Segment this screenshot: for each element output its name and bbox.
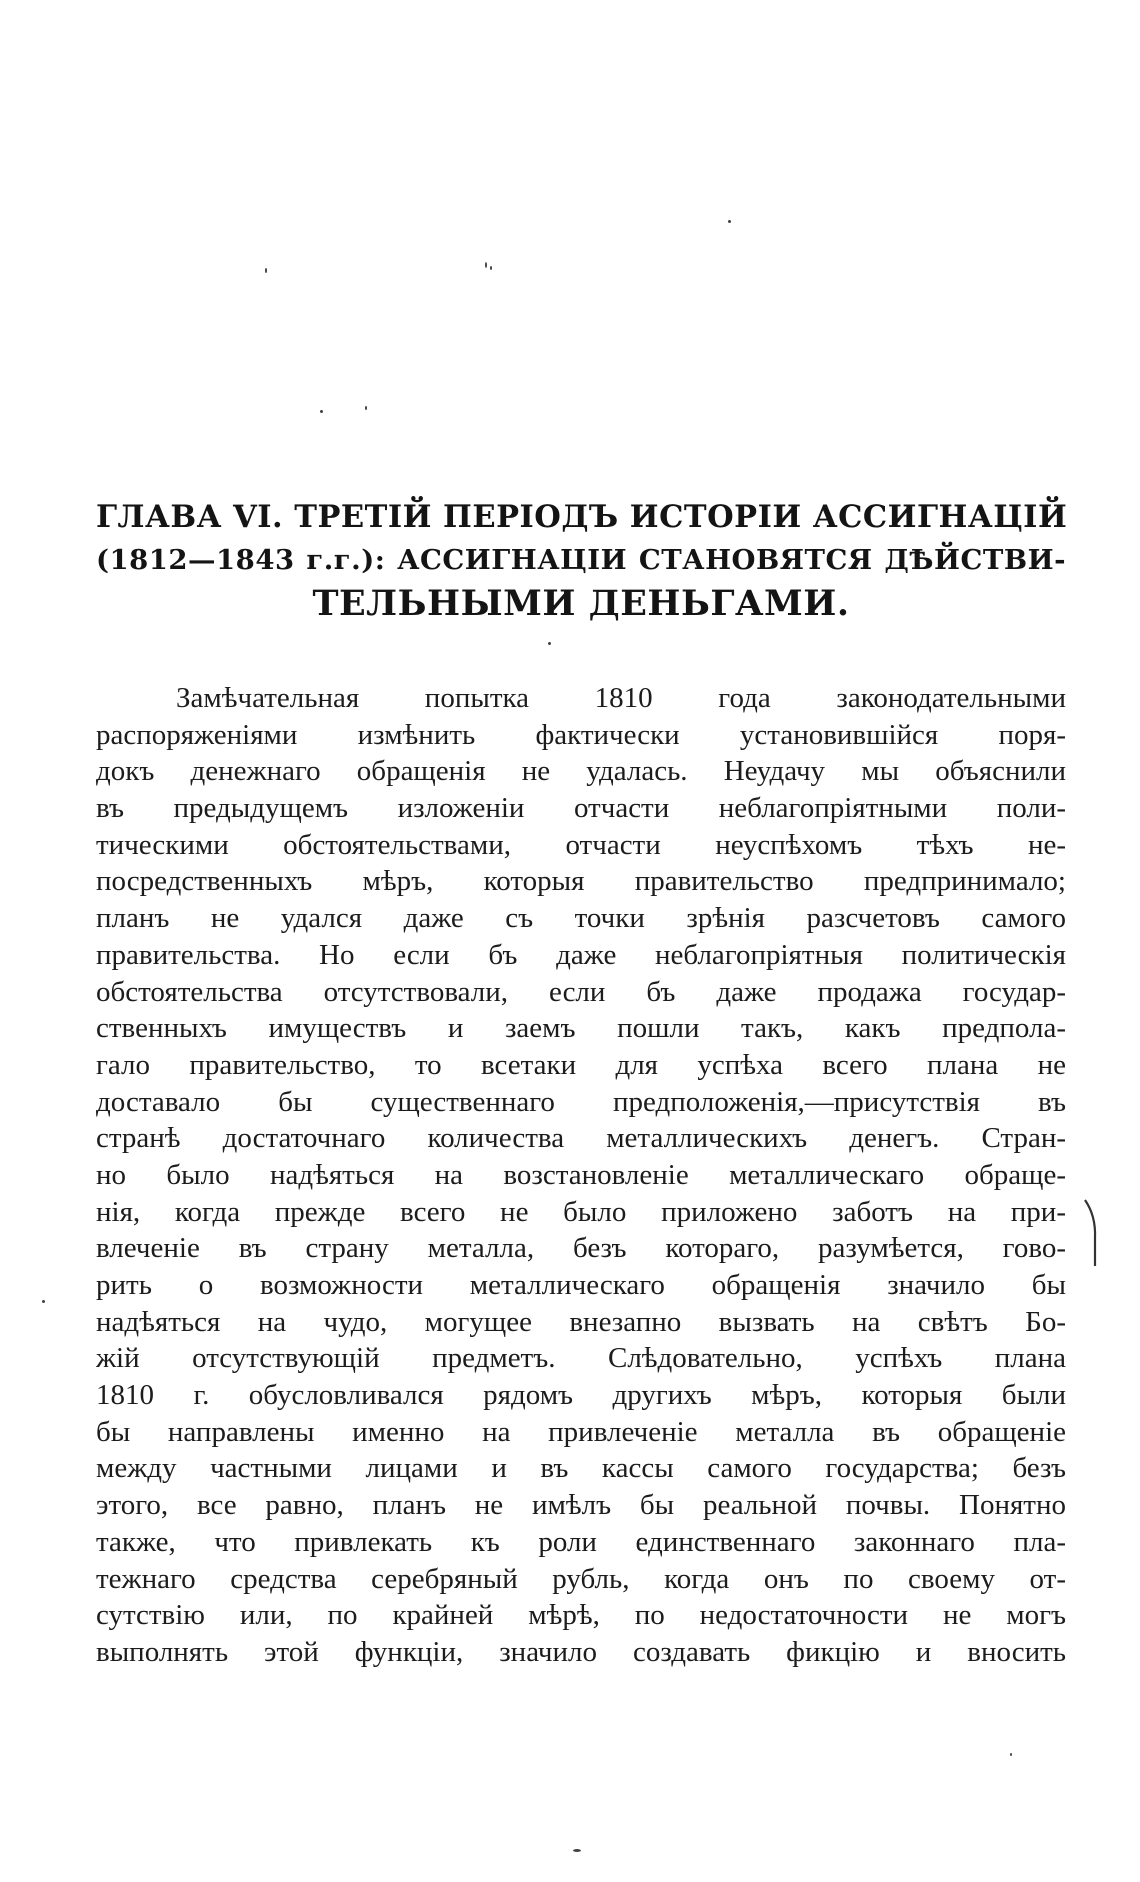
text-line: въ предыдущемъ изложеніи отчасти неблагопріятными поли- bbox=[96, 792, 1066, 825]
scan-speck bbox=[42, 1300, 45, 1303]
text-line: надѣяться на чудо, могущее внезапно вызвать на свѣтъ Бо- bbox=[96, 1305, 1066, 1338]
text-line: рить о возможности металлическаго обращенія значило бы bbox=[96, 1269, 1066, 1301]
text-line: выполнять этой функціи, значило создавать фикцію и вносить bbox=[96, 1635, 1066, 1668]
scan-speck bbox=[490, 266, 492, 270]
text-line: бы направлены именно на привлеченіе металла въ обращеніе bbox=[96, 1415, 1066, 1448]
text-line: этого, все равно, планъ не имѣлъ бы реальной почвы. Понятно bbox=[96, 1489, 1066, 1522]
text-line: 1810 г. обусловливался рядомъ другихъ мѣръ, которыя были bbox=[96, 1379, 1066, 1412]
text-line: нія, когда прежде всего не было приложено заботъ на при- bbox=[96, 1195, 1066, 1228]
text-line: ственныхъ имуществъ и заемъ пошли такъ, какъ предпола- bbox=[96, 1012, 1066, 1045]
scan-speck bbox=[1010, 1753, 1012, 1756]
scan-speck bbox=[728, 220, 731, 223]
text-line: жій отсутствующій предметъ. Слѣдовательно, успѣхъ плана bbox=[96, 1342, 1066, 1375]
body-paragraph bbox=[96, 680, 1066, 1671]
text-line: обстоятельства отсутствовали, если бъ даже продажа государ- bbox=[96, 975, 1066, 1008]
text-line: между частными лицами и въ кассы самого государства; безъ bbox=[96, 1452, 1066, 1485]
scan-speck bbox=[320, 410, 323, 413]
chapter-heading-line: (1812—1843 г.г.): АССИГНАЦІИ СТАНОВЯТСЯ ДѢЙСТВИ- bbox=[96, 544, 1066, 576]
text-line: странѣ достаточнаго количества металлическихъ денегъ. Стран- bbox=[96, 1122, 1066, 1155]
text-line: также, что привлекать къ роли единственнаго законнаго пла- bbox=[96, 1525, 1066, 1558]
margin-bracket-mark bbox=[1082, 1198, 1100, 1268]
text-line: докъ денежнаго обращенія не удалась. Неудачу мы объяснили bbox=[96, 755, 1066, 788]
chapter-heading-line: ГЛАВА VI. ТРЕТІЙ ПЕРІОДЪ ИСТОРІИ АССИГНАЦІЙ bbox=[96, 499, 1068, 535]
scan-speck bbox=[573, 1849, 581, 1852]
chapter-heading-line: ТЕЛЬНЫМИ ДЕНЬГАМИ. bbox=[312, 583, 850, 624]
text-line: тежнаго средства серебряный рубль, когда онъ по своему от- bbox=[96, 1562, 1066, 1595]
scan-speck bbox=[485, 262, 487, 268]
chapter-heading bbox=[96, 496, 1066, 625]
text-line: сутствію или, по крайней мѣрѣ, по недостаточности не могъ bbox=[96, 1599, 1066, 1632]
text-line: Замѣчательная попытка 1810 года законодательными bbox=[176, 682, 1066, 714]
text-line: но было надѣяться на возстановленіе металлическаго обраще- bbox=[96, 1158, 1066, 1191]
text-line: распоряженіями измѣнить фактически установившійся поря- bbox=[96, 718, 1066, 751]
scan-speck bbox=[365, 406, 367, 410]
text-line: планъ не удался даже съ точки зрѣнія разсчетовъ самого bbox=[96, 902, 1066, 935]
text-line: доставало бы существеннаго предположенія,—присутствія въ bbox=[96, 1085, 1066, 1118]
text-line: тическими обстоятельствами, отчасти неуспѣхомъ тѣхъ не- bbox=[96, 828, 1066, 861]
text-line: посредственныхъ мѣръ, которыя правительство предпринимало; bbox=[96, 865, 1066, 898]
text-line: гало правительство, то всетаки для успѣха всего плана не bbox=[96, 1048, 1066, 1081]
scan-speck bbox=[548, 642, 551, 645]
text-line: влеченіе въ страну металла, безъ котораго, разумѣется, гово- bbox=[96, 1232, 1066, 1265]
text-line: правительства. Но если бъ даже неблагопріятныя политическія bbox=[96, 938, 1066, 971]
scan-speck bbox=[265, 268, 267, 273]
